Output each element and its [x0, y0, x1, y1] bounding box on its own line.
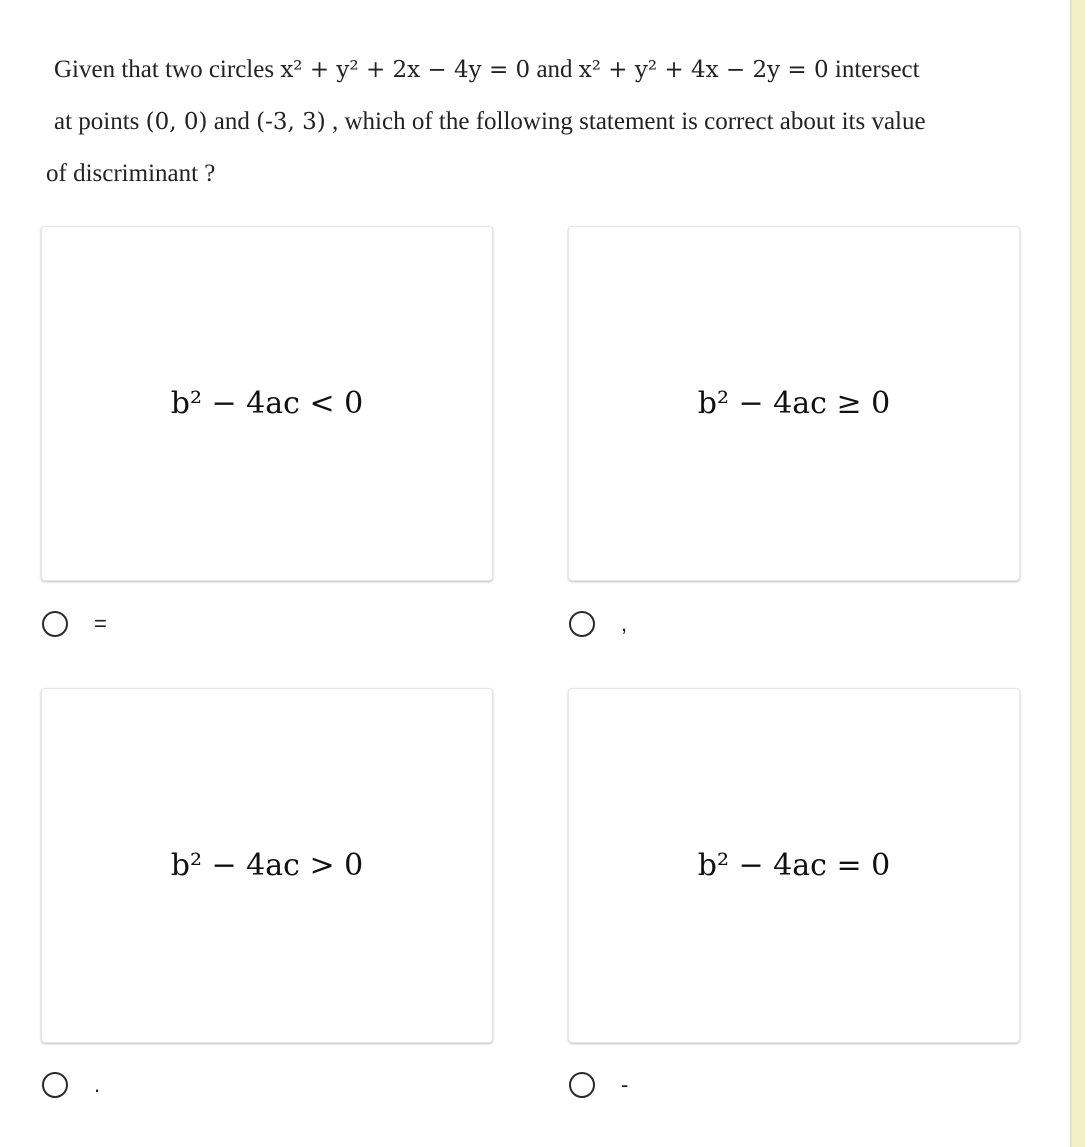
option-expression-d: b² − 4ac = 0	[697, 848, 891, 883]
option-expression-a: b² − 4ac < 0	[170, 386, 364, 421]
point-2: (-3, 3)	[256, 109, 326, 135]
question-part-2: intersect	[834, 56, 920, 83]
circle-equation-2: x² + y² + 4x − 2y = 0	[578, 57, 829, 83]
question-part-1: Given that two circles	[54, 56, 275, 83]
point-1: (0, 0)	[145, 109, 208, 135]
radio-label-a: =	[94, 611, 107, 636]
option-card-b[interactable]	[568, 226, 1020, 581]
option-expression-c: b² − 4ac > 0	[170, 848, 364, 883]
option-expression-b: b² − 4ac ≥ 0	[697, 386, 891, 421]
question-line-1	[46, 44, 1036, 96]
question-and-1: and	[536, 56, 573, 83]
circle-equation-1: x² + y² + 2x − 4y = 0	[280, 57, 531, 83]
radio-button-d[interactable]	[569, 1072, 595, 1098]
radio-button-a[interactable]	[42, 611, 68, 637]
radio-label-b: ,	[621, 611, 628, 636]
radio-button-c[interactable]	[42, 1072, 68, 1098]
radio-label-c: .	[94, 1072, 101, 1097]
option-radio-row-b[interactable]	[569, 607, 627, 641]
question-text	[46, 44, 1036, 200]
option-card-d[interactable]	[568, 688, 1020, 1043]
question-and-2: and	[213, 108, 250, 135]
question-part-3: at points	[54, 108, 140, 135]
scroll-strip	[1072, 0, 1085, 1147]
question-part-4: , which of the following statement is correct about its value	[331, 108, 926, 135]
option-radio-row-c[interactable]	[42, 1068, 100, 1102]
option-card-a[interactable]	[41, 226, 493, 581]
option-card-c[interactable]	[41, 688, 493, 1043]
option-radio-row-a[interactable]	[42, 607, 107, 641]
question-part-5: of discriminant ?	[46, 160, 216, 187]
radio-label-d: -	[621, 1072, 629, 1097]
option-radio-row-d[interactable]	[569, 1068, 628, 1102]
question-line-3	[46, 148, 1036, 200]
question-line-2	[46, 96, 1036, 148]
radio-button-b[interactable]	[569, 611, 595, 637]
